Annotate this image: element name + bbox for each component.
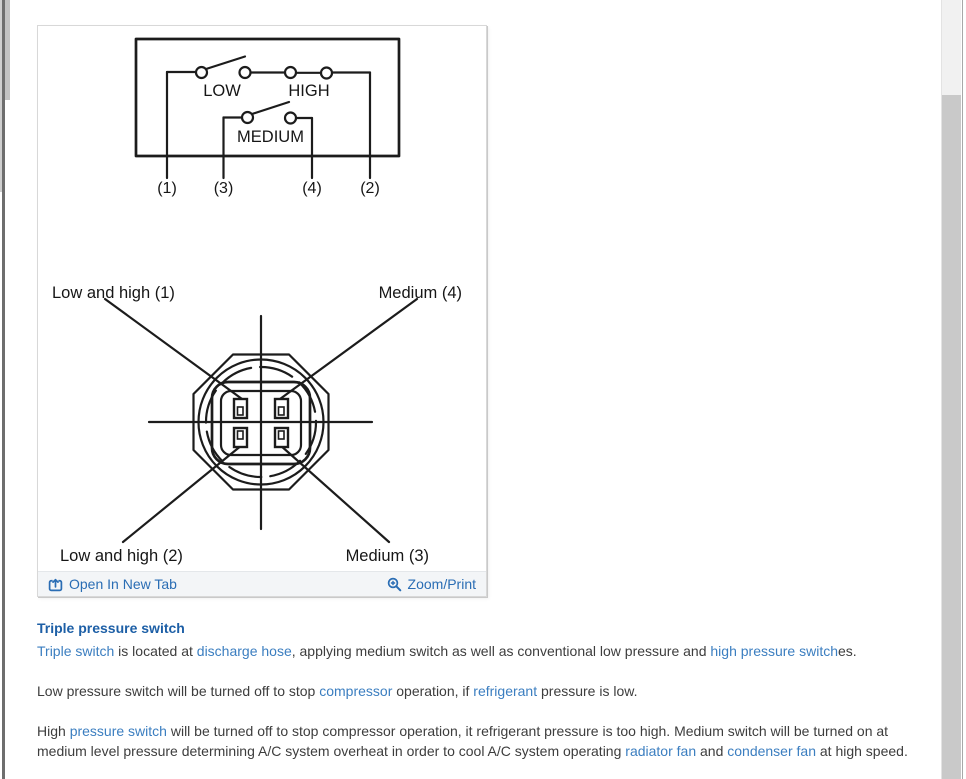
medium-label: MEDIUM <box>237 128 304 146</box>
connector-diagram <box>52 284 462 565</box>
connector-label-top-right: Medium (4) <box>378 284 462 302</box>
zoom-print-link[interactable] <box>387 576 476 592</box>
link-high-pressure-switch[interactable]: high pressure switch <box>710 643 839 659</box>
zoom-in-icon <box>387 577 402 592</box>
paragraph-1 <box>37 641 933 661</box>
text-segment: at high speed. <box>815 743 908 759</box>
paragraph-3 <box>37 721 933 761</box>
link-compressor[interactable]: compressor <box>319 683 393 699</box>
pressure-switch-diagram <box>38 26 486 571</box>
text-segment: is located at <box>114 643 197 659</box>
connector-label-top-left: Low and high (1) <box>52 284 175 302</box>
leader-bottom-left <box>123 445 242 542</box>
open-in-new-tab-link[interactable] <box>48 576 177 592</box>
text-segment: Low pressure switch will be turned off to stop <box>37 683 320 699</box>
text-segment: pressure is low. <box>537 683 638 699</box>
terminal-2-label: (2) <box>360 180 380 197</box>
leader-bottom-right <box>280 445 389 542</box>
circuit-diagram <box>136 39 399 197</box>
open-in-new-tab-icon <box>48 577 63 592</box>
medium-switch-arm <box>252 102 289 114</box>
text-segment: operation, if <box>392 683 474 699</box>
left-frame-edge-bar <box>2 0 5 779</box>
image-panel <box>37 25 487 597</box>
connector-label-bottom-left: Low and high (2) <box>60 547 183 565</box>
low-label: LOW <box>203 82 241 100</box>
terminal-4-label: (4) <box>302 180 322 197</box>
link-triple-switch[interactable]: Triple switch <box>37 643 115 659</box>
low-switch-arm <box>206 57 245 70</box>
zoom-print-label: Zoom/Print <box>407 576 476 592</box>
left-frame-scrollbar-remnant[interactable] <box>5 0 10 100</box>
window-edge-divider <box>962 0 963 779</box>
high-switch-contact <box>285 67 296 78</box>
link-pressure-switch[interactable]: pressure switch <box>69 723 167 739</box>
terminal-1-label: (1) <box>157 180 177 197</box>
text-segment: High <box>37 723 70 739</box>
text-segment: will be turned off to stop compressor operation, it refrigerant pressure is too high. Medium switch will be turned on at medium level pressure determining A/C system overheat in order to cool A/C system operating <box>37 723 889 759</box>
link-discharge-hose[interactable]: discharge hose <box>196 643 292 659</box>
diagram-svg <box>38 26 486 571</box>
open-in-new-tab-label: Open In New Tab <box>69 576 177 592</box>
text-segment: , applying medium switch as well as conventional low pressure and <box>291 643 711 659</box>
link-radiator-fan[interactable]: radiator fan <box>625 743 697 759</box>
section-heading: Triple pressure switch <box>37 620 185 636</box>
link-condenser-fan[interactable]: condenser fan <box>727 743 816 759</box>
image-toolbar <box>38 571 486 596</box>
connector-label-bottom-right: Medium (3) <box>345 547 429 565</box>
paragraph-2 <box>37 681 933 701</box>
text-segment: and <box>696 743 728 759</box>
link-refrigerant[interactable]: refrigerant <box>473 683 538 699</box>
vertical-scrollbar-thumb[interactable] <box>942 95 961 779</box>
terminal-3-label: (3) <box>213 180 234 197</box>
text-segment: es. <box>838 643 857 659</box>
high-label: HIGH <box>288 82 330 100</box>
